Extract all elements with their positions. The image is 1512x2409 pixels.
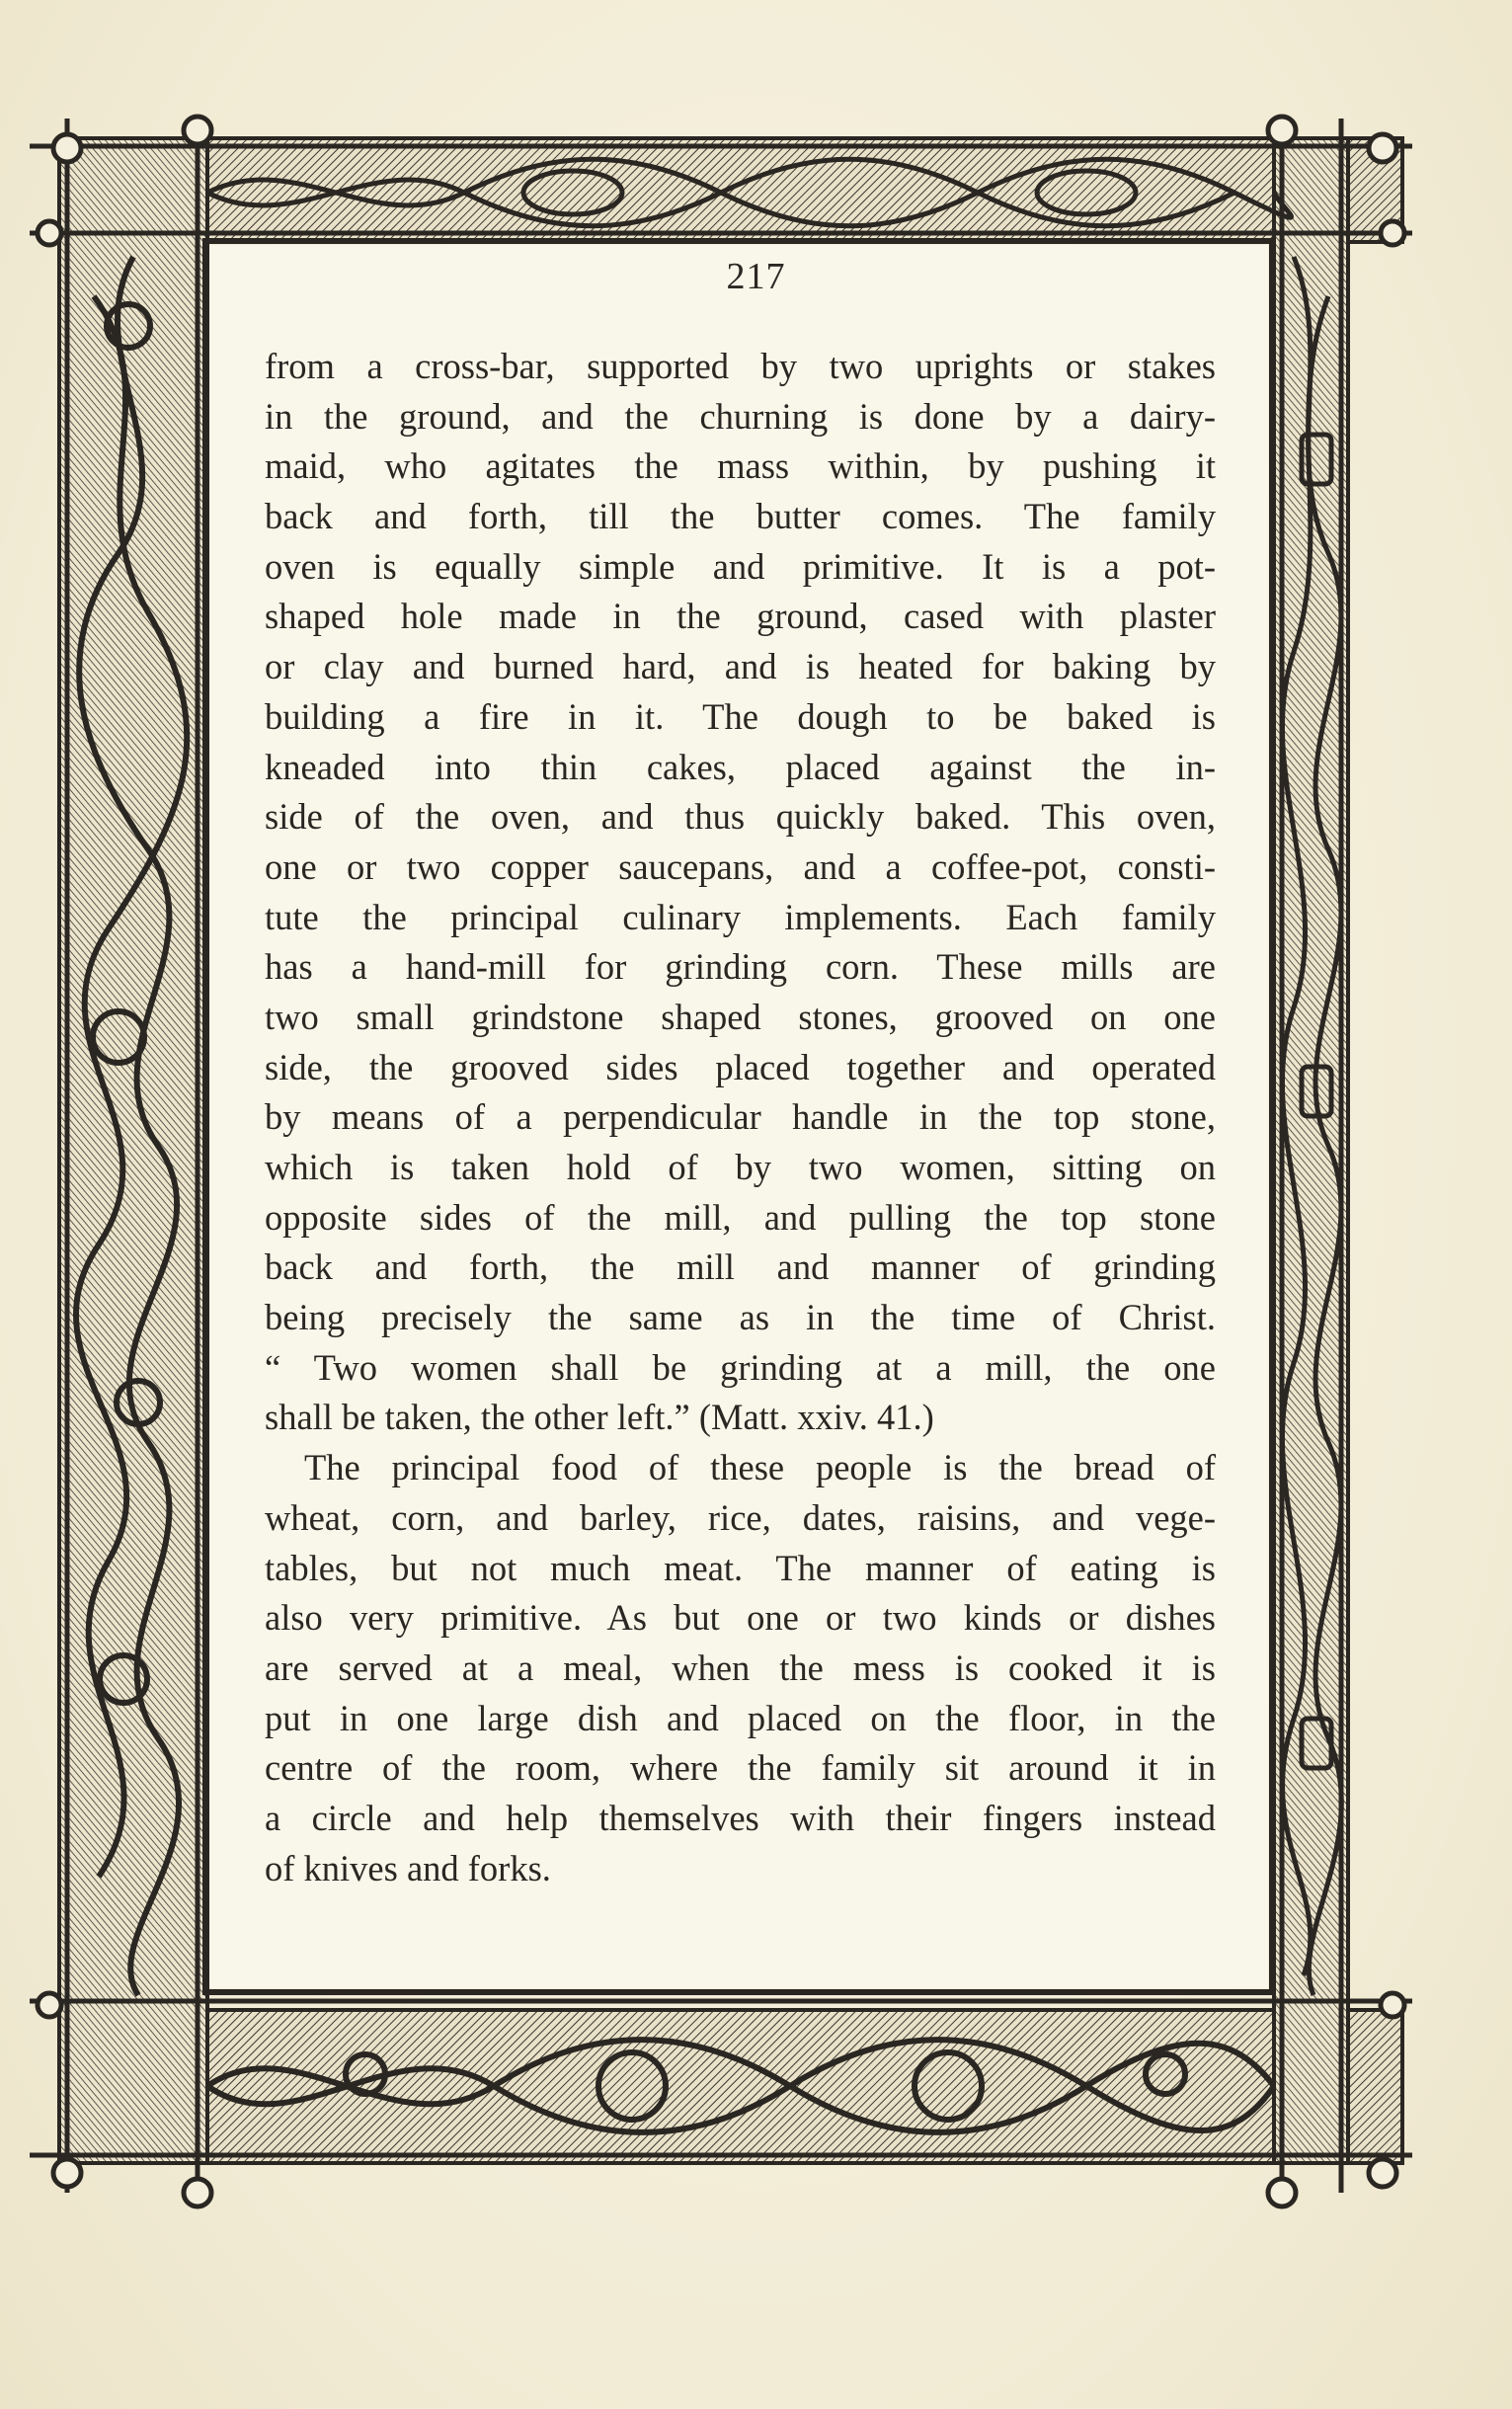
- text-line: from a cross-bar, supported by two uprights or stakes: [265, 346, 1216, 386]
- text-line: being precisely the same as in the time of Christ.: [265, 1297, 1216, 1338]
- text-line: are served at a meal, when the mess is cooked it is: [265, 1646, 1216, 1688]
- page-number: 217: [726, 256, 786, 297]
- text-line: oven is equally simple and primitive. It is a pot-: [265, 545, 1216, 587]
- text-line: which is taken hold of by two women, sitting on: [265, 1147, 1216, 1187]
- text-line: kneaded into thin cakes, placed against the in-: [265, 746, 1216, 787]
- text-line: shall be taken, the other left.” (Matt. xxiv. 41.): [265, 1397, 934, 1438]
- text-line: has a hand-mill for grinding corn. These mills are: [265, 946, 1216, 988]
- text-line: by means of a perpendicular handle in the top stone,: [265, 1096, 1216, 1138]
- text-line: “ Two women shall be grinding at a mill, the one: [265, 1346, 1216, 1388]
- text-line: back and forth, the mill and manner of grinding: [265, 1246, 1216, 1288]
- right-border-band: [1274, 138, 1348, 2163]
- text-line: also very primitive. As but one or two kinds or dishes: [265, 1597, 1216, 1639]
- text-line: opposite sides of the mill, and pulling the top stone: [265, 1196, 1216, 1238]
- text-line: side, the grooved sides placed together and operated: [265, 1046, 1216, 1087]
- text-line: building a fire in it. The dough to be baked is: [265, 695, 1216, 737]
- text-line: a circle and help themselves with their fingers instead: [265, 1797, 1216, 1838]
- text-line: back and forth, till the butter comes. The family: [265, 496, 1216, 537]
- text-line: in the ground, and the churning is done by a dairy-: [265, 395, 1216, 437]
- text-line: of knives and forks.: [265, 1847, 551, 1888]
- text-line: The principal food of these people is the bread of: [304, 1447, 1216, 1488]
- text-line: shaped hole made in the ground, cased with plaster: [265, 596, 1216, 637]
- text-line: put in one large dish and placed on the floor, in the: [265, 1697, 1216, 1738]
- text-line: tute the principal culinary implements. Each family: [265, 896, 1216, 937]
- bottom-border-band: [59, 2010, 1402, 2163]
- text-line: centre of the room, where the family sit around it in: [265, 1747, 1216, 1789]
- text-line: two small grindstone shaped stones, grooved on one: [265, 996, 1216, 1037]
- body-text: [265, 342, 1216, 1893]
- text-line: one or two copper saucepans, and a coffee-pot, consti-: [265, 845, 1216, 887]
- text-line: tables, but not much meat. The manner of eating is: [265, 1547, 1216, 1588]
- text-line: maid, who agitates the mass within, by pushing it: [265, 445, 1216, 487]
- text-line: wheat, corn, and barley, rice, dates, raisins, and vege-: [265, 1496, 1216, 1538]
- text-line: or clay and burned hard, and is heated for baking by: [265, 646, 1216, 687]
- left-border-band: [59, 138, 207, 2163]
- text-line: side of the oven, and thus quickly baked. This oven,: [265, 796, 1216, 838]
